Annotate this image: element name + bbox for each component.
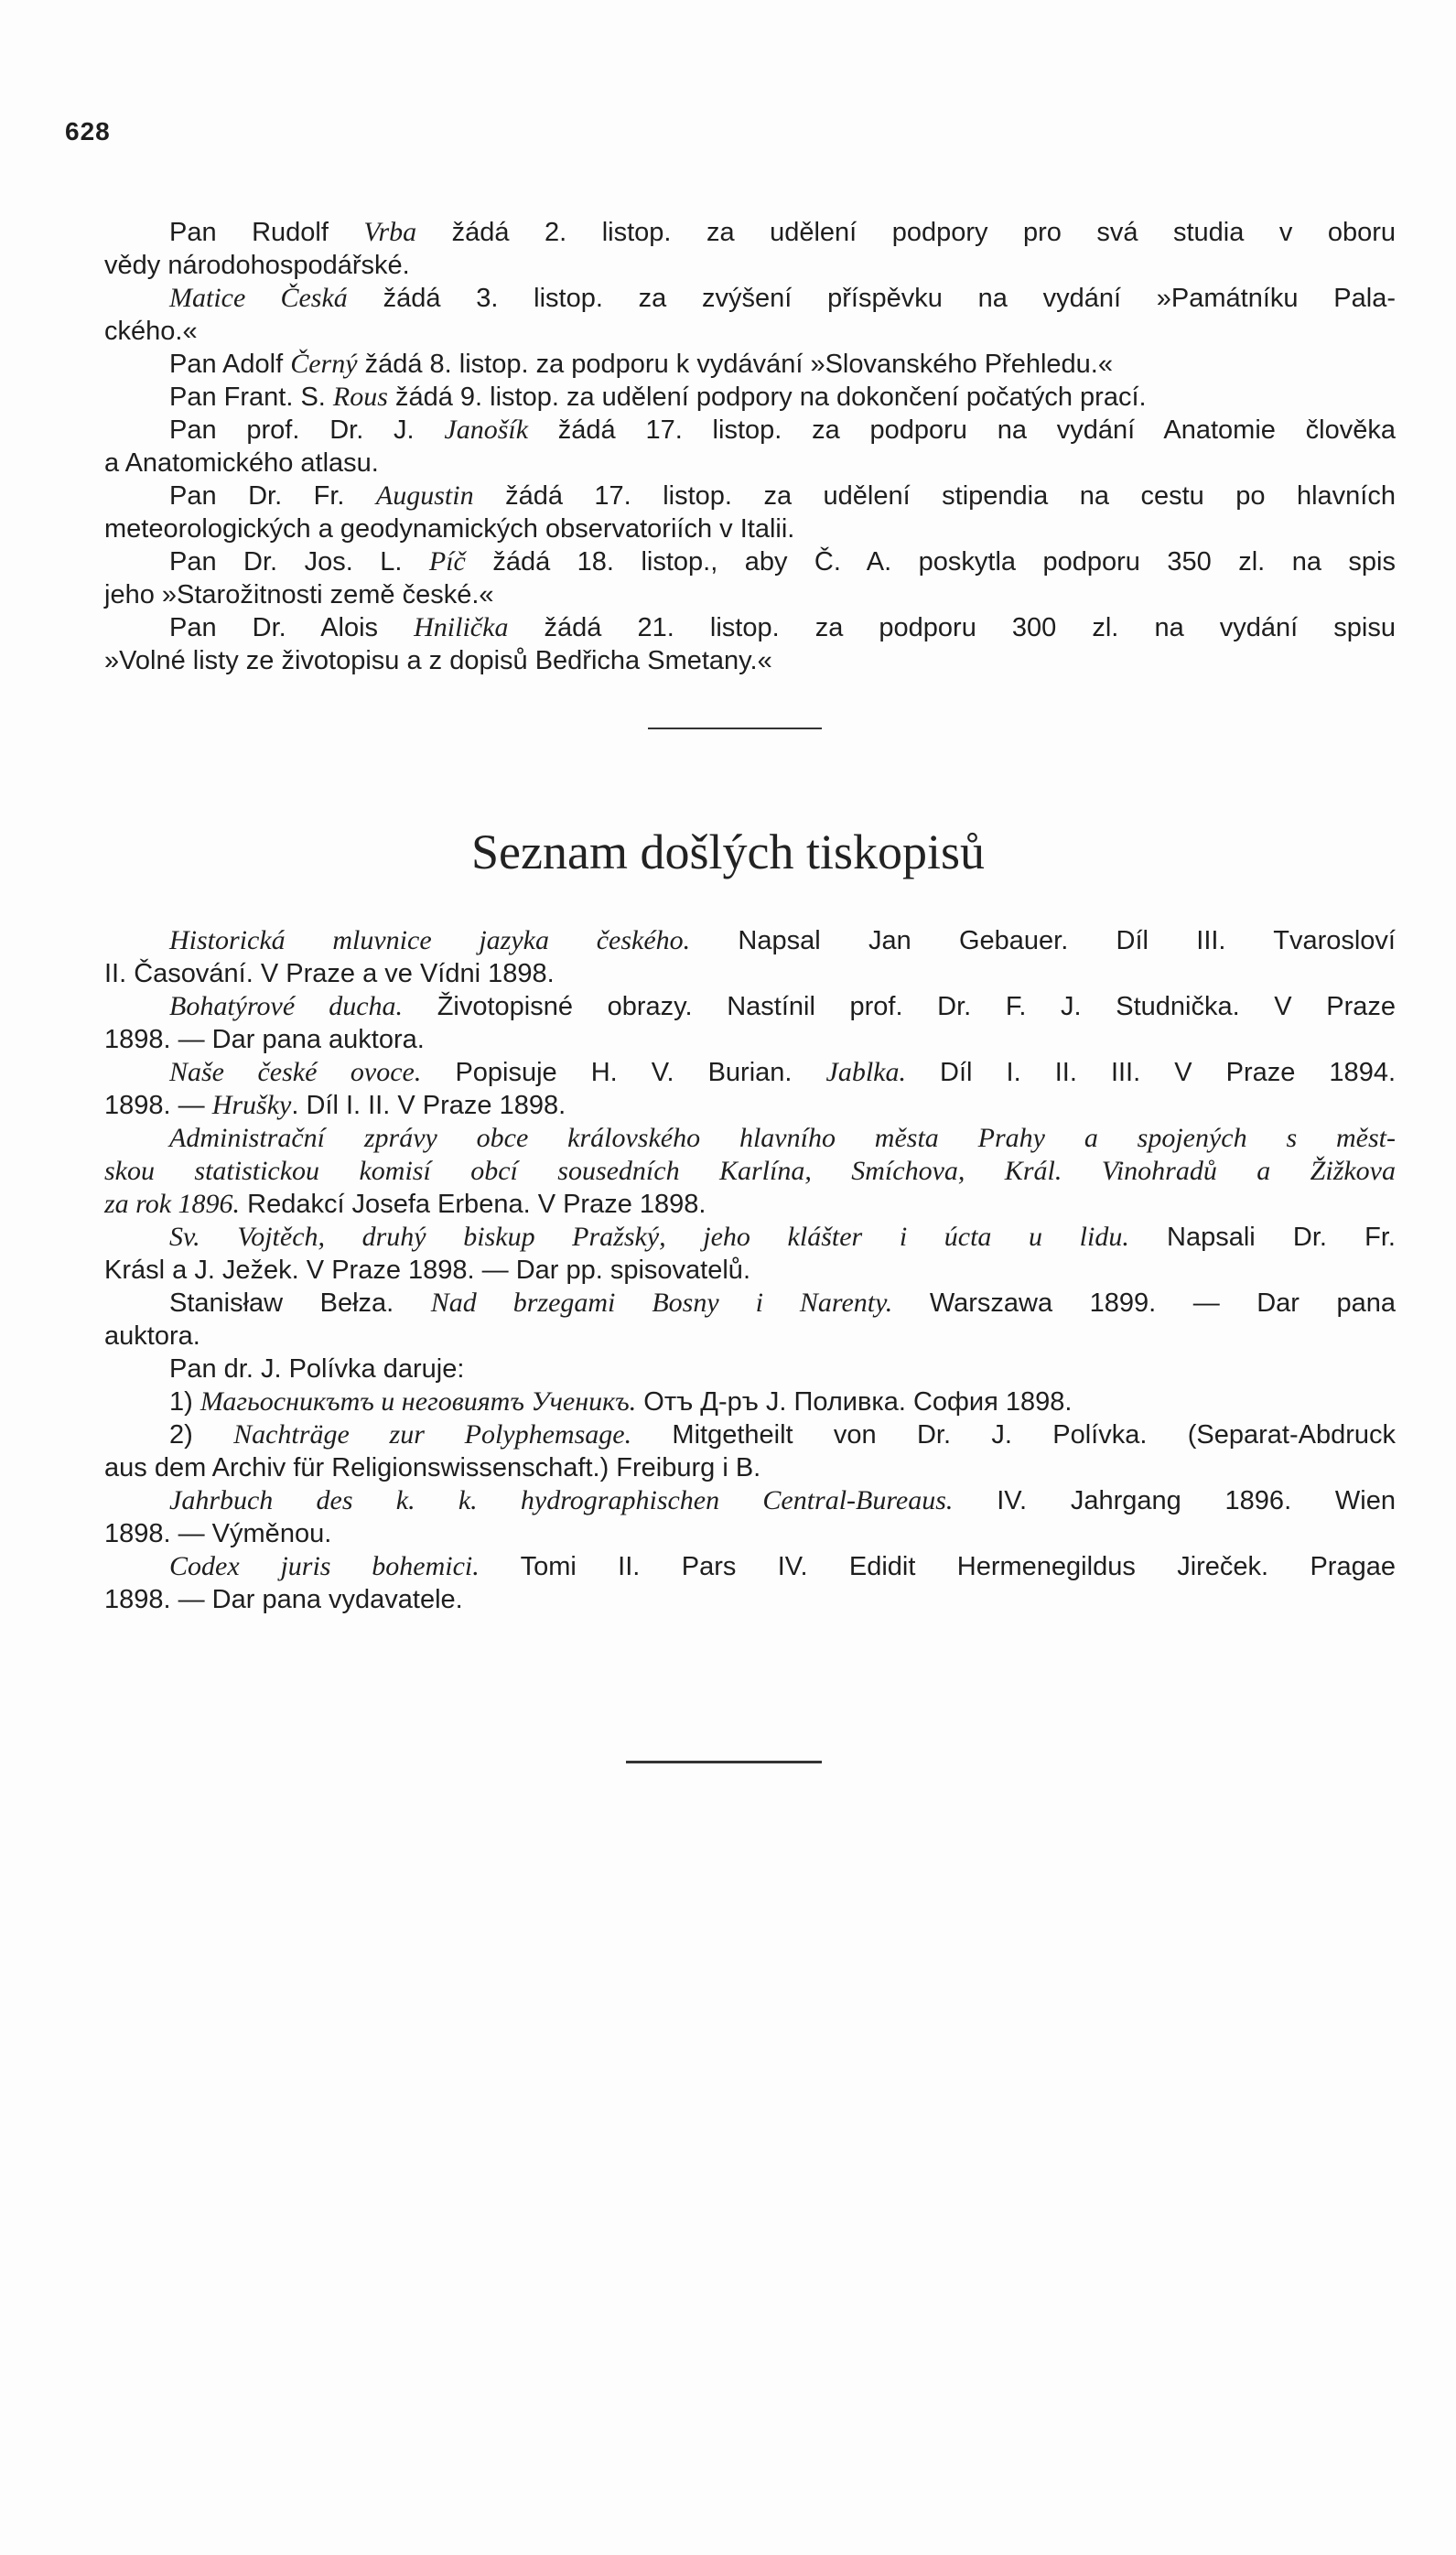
text-line bbox=[104, 1221, 1396, 1254]
text-line bbox=[104, 1089, 1396, 1122]
text-segment: 1) bbox=[169, 1387, 200, 1417]
italic-title: Codex juris bohemici. bbox=[169, 1551, 480, 1581]
text-segment: žádá 17. listop. za podporu na vydání Anatomie člověka bbox=[528, 415, 1396, 445]
text-segment: jeho »Starožitnosti země české.« bbox=[104, 580, 494, 609]
paragraph bbox=[104, 1353, 1396, 1385]
text-line bbox=[104, 1056, 1396, 1089]
text-segment: Pan Dr. Alois bbox=[169, 613, 415, 642]
text-line bbox=[104, 545, 1396, 578]
text-segment: žádá 17. listop. za udělení stipendia na cestu po hlavních bbox=[473, 481, 1396, 511]
text-segment: Napsali Dr. Fr. bbox=[1128, 1223, 1396, 1252]
text-segment: žádá 2. listop. za udělení podpory pro svá studia v oboru bbox=[416, 218, 1397, 247]
received-publications-section bbox=[104, 924, 1396, 1616]
italic-title: Jablka. bbox=[825, 1057, 906, 1087]
text-segment: 1898. — Výměnou. bbox=[104, 1519, 332, 1548]
text-line bbox=[104, 1385, 1396, 1418]
text-line bbox=[104, 1451, 1396, 1484]
text-line bbox=[104, 282, 1396, 315]
text-segment: 2) bbox=[169, 1420, 234, 1450]
italic-title: Černý bbox=[290, 349, 358, 379]
paragraph bbox=[104, 282, 1396, 348]
text-segment: Pan Frant. S. bbox=[169, 383, 333, 412]
italic-title: Augustin bbox=[375, 480, 474, 511]
text-line bbox=[104, 216, 1396, 249]
paragraph bbox=[104, 990, 1396, 1056]
text-line bbox=[104, 924, 1396, 957]
text-segment: aus dem Archiv für Religionswissenschaft.) Freiburg i B. bbox=[104, 1453, 761, 1482]
text-segment: 1898. — Dar pana auktora. bbox=[104, 1025, 425, 1054]
text-segment: Tomi II. Pars IV. Edidit Hermenegildus Jireček. Pragae bbox=[479, 1552, 1396, 1581]
italic-title: Naše české ovoce. bbox=[169, 1057, 422, 1087]
paragraph bbox=[104, 545, 1396, 611]
italic-title: Matice Česká bbox=[169, 283, 348, 313]
paragraph bbox=[104, 1385, 1396, 1418]
paragraph bbox=[104, 480, 1396, 545]
italic-title: Vrba bbox=[363, 217, 417, 247]
text-segment: IV. Jahrgang 1896. Wien bbox=[953, 1486, 1396, 1515]
italic-title: Nachträge zur Polyphemsage. bbox=[233, 1419, 632, 1450]
paragraph bbox=[104, 1550, 1396, 1616]
italic-title: Магьосникътъ и неговиятъ Ученикъ. bbox=[200, 1386, 637, 1417]
text-segment: žádá 18. listop., aby Č. A. poskytla podporu 350 zl. na spis bbox=[465, 547, 1396, 577]
text-line bbox=[104, 1583, 1396, 1616]
section-divider bbox=[648, 728, 822, 729]
text-segment: žádá 9. listop. za udělení podpory na dokončení počatých prací. bbox=[387, 383, 1147, 412]
text-line bbox=[104, 381, 1396, 414]
paragraph bbox=[104, 348, 1396, 381]
italic-title: Administrační zprávy obce královského hlavního města Prahy a spojených s měst- bbox=[169, 1123, 1396, 1153]
text-line bbox=[104, 315, 1396, 348]
text-line bbox=[104, 1517, 1396, 1550]
text-segment: vědy národohospodářské. bbox=[104, 251, 410, 280]
text-line bbox=[104, 1254, 1396, 1287]
text-segment: Pan Dr. Fr. bbox=[169, 481, 376, 511]
italic-title: Hrušky bbox=[211, 1090, 292, 1120]
italic-title: Jahrbuch des k. k. hydrographischen Central-Bureaus. bbox=[169, 1485, 954, 1515]
text-segment: Redakcí Josefa Erbena. V Praze 1898. bbox=[240, 1190, 706, 1219]
italic-title: Rous bbox=[332, 382, 388, 412]
text-line bbox=[104, 512, 1396, 545]
text-segment: Pan Rudolf bbox=[169, 218, 364, 247]
text-line bbox=[104, 1418, 1396, 1451]
text-line bbox=[104, 249, 1396, 282]
paragraph bbox=[104, 1484, 1396, 1550]
text-line bbox=[104, 1550, 1396, 1583]
italic-title: Bohatýrové ducha. bbox=[169, 991, 404, 1021]
text-line bbox=[104, 1320, 1396, 1353]
text-segment: . Díl I. II. V Praze 1898. bbox=[291, 1091, 566, 1120]
italic-title: Píč bbox=[428, 546, 466, 577]
text-line bbox=[104, 644, 1396, 677]
grant-requests-section bbox=[104, 216, 1396, 677]
paragraph bbox=[104, 924, 1396, 990]
text-segment: II. Časování. V Praze a ve Vídni 1898. bbox=[104, 959, 555, 988]
text-line bbox=[104, 957, 1396, 990]
text-segment: Mitgetheilt von Dr. J. Polívka. (Separat-Abdruck bbox=[631, 1420, 1396, 1450]
paragraph bbox=[104, 611, 1396, 677]
italic-title: Janošík bbox=[444, 415, 529, 445]
text-segment: ckého.« bbox=[104, 317, 198, 346]
text-line bbox=[104, 1353, 1396, 1385]
text-segment: žádá 21. listop. za podporu 300 zl. na vydání spisu bbox=[508, 613, 1396, 642]
text-segment: Životopisné obrazy. Nastínil prof. Dr. F. J. Studnička. V Praze bbox=[403, 992, 1397, 1021]
text-segment: Díl I. II. III. V Praze 1894. bbox=[906, 1058, 1397, 1087]
text-line bbox=[104, 1484, 1396, 1517]
italic-title: za rok 1896. bbox=[104, 1189, 241, 1219]
italic-title: Hnilička bbox=[414, 612, 509, 642]
italic-title: Nad brzegami Bosny i Narenty. bbox=[430, 1288, 893, 1318]
text-segment: 1898. — bbox=[104, 1091, 212, 1120]
text-segment: Stanisław Bełza. bbox=[169, 1288, 431, 1318]
text-segment: Warszawa 1899. — Dar pana bbox=[892, 1288, 1396, 1318]
text-segment: 1898. — Dar pana vydavatele. bbox=[104, 1585, 463, 1614]
paragraph bbox=[104, 1122, 1396, 1221]
text-segment: Napsal Jan Gebauer. Díl III. Tvarosloví bbox=[690, 926, 1396, 955]
text-segment: Pan dr. J. Polívka daruje: bbox=[169, 1354, 465, 1384]
text-segment: žádá 8. listop. za podporu k vydávání »Slovanského Přehledu.« bbox=[357, 350, 1113, 379]
paragraph bbox=[104, 1287, 1396, 1353]
text-line bbox=[104, 348, 1396, 381]
paragraph bbox=[104, 414, 1396, 480]
text-line bbox=[104, 611, 1396, 644]
italic-title: Historická mluvnice jazyka českého. bbox=[169, 925, 691, 955]
text-segment: Popisuje H. V. Burian. bbox=[421, 1058, 826, 1087]
section-heading: Seznam došlých tiskopisů bbox=[471, 825, 985, 879]
text-segment: Отъ Д-ръ J. Поливка. София 1898. bbox=[636, 1387, 1073, 1417]
text-line bbox=[104, 1188, 1396, 1221]
text-line bbox=[104, 447, 1396, 480]
paragraph bbox=[104, 1056, 1396, 1122]
text-line bbox=[104, 1155, 1396, 1188]
text-line bbox=[104, 578, 1396, 611]
text-segment: Pan Dr. Jos. L. bbox=[169, 547, 429, 577]
text-segment: Pan Adolf bbox=[169, 350, 291, 379]
text-segment: Krásl a J. Ježek. V Praze 1898. — Dar pp. spisovatelů. bbox=[104, 1256, 750, 1285]
end-divider bbox=[626, 1761, 822, 1763]
text-line bbox=[104, 1023, 1396, 1056]
text-line bbox=[104, 1287, 1396, 1320]
italic-title: skou statistickou komisí obcí sousedních Karlína, Smíchova, Král. Vinohradů a Žižkova bbox=[104, 1156, 1396, 1186]
paragraph bbox=[104, 216, 1396, 282]
paragraph bbox=[104, 381, 1396, 414]
italic-title: Sv. Vojtěch, druhý biskup Pražský, jeho klášter i úcta u lidu. bbox=[169, 1222, 1129, 1252]
text-segment: »Volné listy ze životopisu a z dopisů Bedřicha Smetany.« bbox=[104, 646, 772, 675]
text-line bbox=[104, 414, 1396, 447]
text-segment: žádá 3. listop. za zvýšení příspěvku na vydání »Památníku Pala- bbox=[347, 284, 1396, 313]
text-segment: Pan prof. Dr. J. bbox=[169, 415, 445, 445]
text-segment: a Anatomického atlasu. bbox=[104, 448, 379, 478]
text-line bbox=[104, 480, 1396, 512]
paragraph bbox=[104, 1221, 1396, 1287]
paragraph bbox=[104, 1418, 1396, 1484]
text-segment: auktora. bbox=[104, 1321, 200, 1351]
text-line bbox=[104, 1122, 1396, 1155]
text-segment: meteorologických a geodynamických observatoriích v Italii. bbox=[104, 514, 795, 544]
text-line bbox=[104, 990, 1396, 1023]
page-number: 628 bbox=[65, 117, 111, 146]
